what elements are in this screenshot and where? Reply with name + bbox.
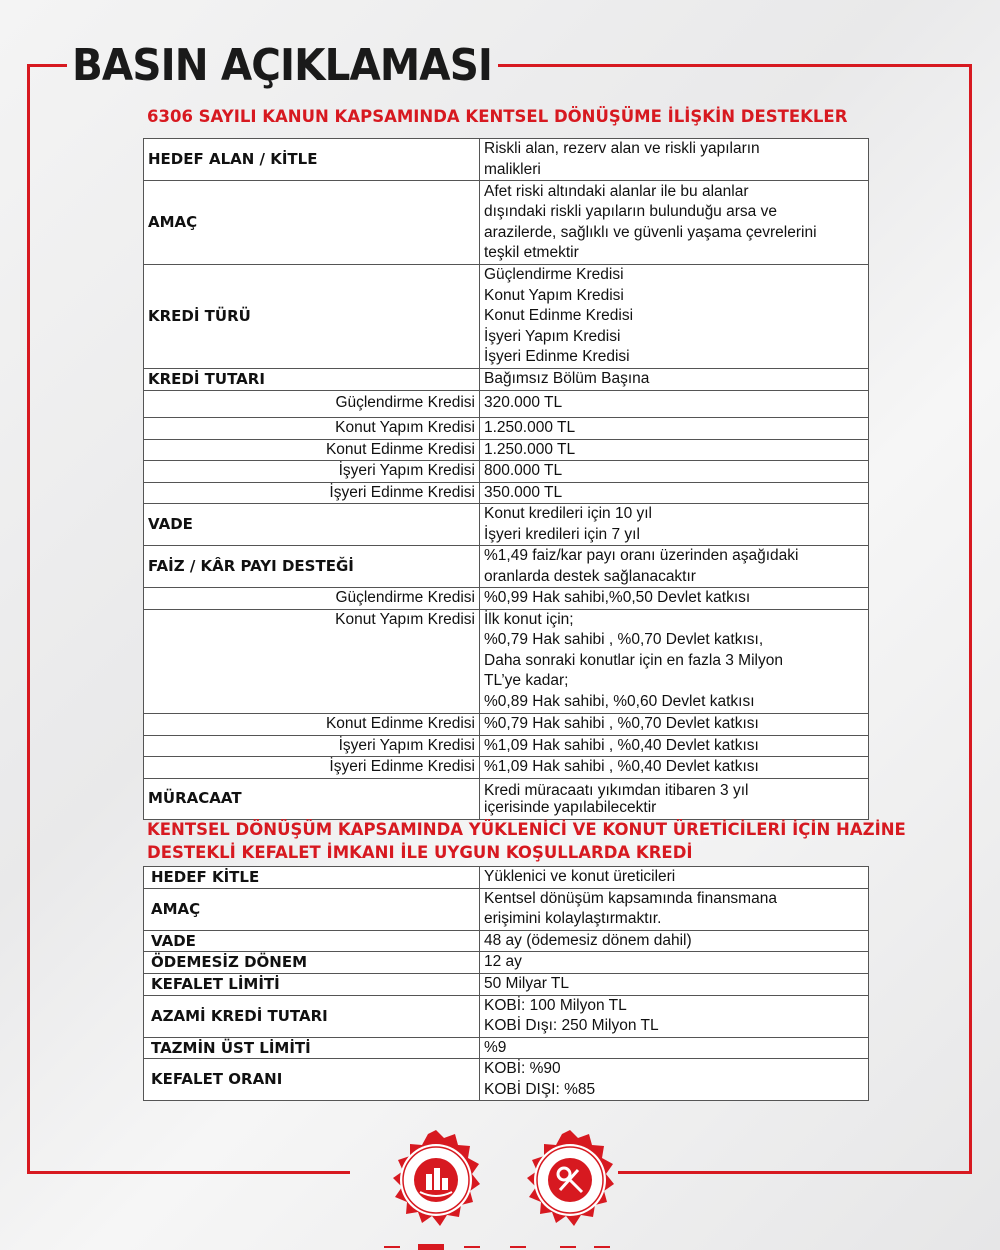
amount-row-label: İşyeri Yapım Kredisi (144, 461, 480, 483)
table-row (144, 735, 869, 757)
table-row (144, 588, 869, 610)
target-value: Riskli alan, rezerv alan ve riskli yapıların malikleri (480, 139, 869, 181)
interest-row-value: %1,09 Hak sahibi , %0,40 Devlet katkısı (480, 735, 869, 757)
max-credit-label: AZAMİ KREDİ TUTARI (144, 995, 480, 1037)
amount-row-label: Konut Edinme Kredisi (144, 439, 480, 461)
guarantee-rate-label: KEFALET ORANI (144, 1059, 480, 1101)
amount-row-value: 1.250.000 TL (480, 439, 869, 461)
amount-row-label: İşyeri Edinme Kredisi (144, 482, 480, 504)
contractor-credit-table (143, 866, 869, 1101)
purpose-value: Afet riski altındaki alanlar ile bu alanlar dışındaki riskli yapıların bulunduğu arsa ve arazilerde, sağlıklı ve güvenli yaşama çevrelerini teşkil etmektir (480, 181, 869, 265)
amount-row-value: 350.000 TL (480, 482, 869, 504)
table-row (144, 930, 869, 952)
guarantee-limit-value: 50 Milyar TL (480, 974, 869, 996)
table-row (144, 390, 869, 417)
ministry-emblem-icon (384, 1128, 622, 1232)
urban-transformation-support-table (143, 138, 869, 820)
term-value: 48 ay (ödemesiz dönem dahil) (480, 930, 869, 952)
table-row (144, 504, 869, 546)
amount-row-value: 1.250.000 TL (480, 417, 869, 439)
interest-row-label: Konut Yapım Kredisi (144, 609, 480, 713)
frame-line-bottom-right (618, 1171, 972, 1174)
guarantee-rate-value: KOBİ: %90 KOBİ DIŞI: %85 (480, 1059, 869, 1101)
frame-line-right (969, 64, 972, 1174)
term-value: Konut kredileri için 10 yıl İşyeri kredileri için 7 yıl (480, 504, 869, 546)
amount-row-value: 320.000 TL (480, 390, 869, 417)
table-row (144, 265, 869, 369)
bottom-decoration-strip (380, 1242, 620, 1250)
table-row (144, 995, 869, 1037)
table-row (144, 482, 869, 504)
target-label: HEDEF KİTLE (144, 867, 480, 889)
section1-title: 6306 SAYILI KANUN KAPSAMINDA KENTSEL DÖNÜŞÜME İLİŞKİN DESTEKLER (147, 107, 848, 126)
table-row (144, 546, 869, 588)
page-title: BASIN AÇIKLAMASI (72, 40, 493, 91)
max-credit-value: KOBİ: 100 Milyon TL KOBİ Dışı: 250 Milyon TL (480, 995, 869, 1037)
treasury-emblem-icon (527, 1130, 614, 1226)
frame-line-top-right (498, 64, 972, 67)
term-label: VADE (144, 930, 480, 952)
interest-row-label: İşyeri Edinme Kredisi (144, 757, 480, 779)
table-row (144, 181, 869, 265)
table-row (144, 369, 869, 391)
table-row (144, 439, 869, 461)
table-row (144, 609, 869, 713)
amount-row-label: Konut Yapım Kredisi (144, 417, 480, 439)
table-row (144, 139, 869, 181)
table-row (144, 757, 869, 779)
table-row (144, 1037, 869, 1059)
frame-line-bottom-left (27, 1171, 350, 1174)
table-row (144, 1059, 869, 1101)
term-label: VADE (144, 504, 480, 546)
credit-amount-value: Bağımsız Bölüm Başına (480, 369, 869, 391)
grace-label: ÖDEMESİZ DÖNEM (144, 952, 480, 974)
table-row (144, 713, 869, 735)
frame-line-left (27, 64, 30, 1174)
target-label: HEDEF ALAN / KİTLE (144, 139, 480, 181)
table-row (144, 417, 869, 439)
purpose-value: Kentsel dönüşüm kapsamında finansmana erişimini kolaylaştırmaktır. (480, 888, 869, 930)
interest-value: %1,49 faiz/kar payı oranı üzerinden aşağıdaki oranlarda destek sağlanacaktır (480, 546, 869, 588)
purpose-label: AMAÇ (144, 181, 480, 265)
amount-row-value: 800.000 TL (480, 461, 869, 483)
interest-row-value: %1,09 Hak sahibi , %0,40 Devlet katkısı (480, 757, 869, 779)
credit-amount-label: KREDİ TUTARI (144, 369, 480, 391)
ministry-logos (384, 1128, 622, 1232)
interest-row-label: İşyeri Yapım Kredisi (144, 735, 480, 757)
interest-row-label: Güçlendirme Kredisi (144, 588, 480, 610)
guarantee-limit-label: KEFALET LİMİTİ (144, 974, 480, 996)
frame-line-top-left (27, 64, 67, 67)
grace-value: 12 ay (480, 952, 869, 974)
credit-types-label: KREDİ TÜRÜ (144, 265, 480, 369)
application-label: MÜRACAAT (144, 778, 480, 819)
compensation-label: TAZMİN ÜST LİMİTİ (144, 1037, 480, 1059)
table-row (144, 974, 869, 996)
section2-title: KENTSEL DÖNÜŞÜM KAPSAMINDA YÜKLENİCİ VE KONUT ÜRETİCİLERİ İÇİN HAZİNE DESTEKLİ KEFALET İMKANI İLE UYGUN KOŞULLARDA KREDİ (147, 820, 906, 862)
interest-row-value: %0,99 Hak sahibi,%0,50 Devlet katkısı (480, 588, 869, 610)
interest-row-value: İlk konut için; %0,79 Hak sahibi , %0,70 Devlet katkısı, Daha sonraki konutlar için en fazla 3 Milyon TL’ye kadar; %0,89 Hak sahibi, %0,60 Devlet katkısı (480, 609, 869, 713)
credit-types-value: Güçlendirme Kredisi Konut Yapım Kredisi Konut Edinme Kredisi İşyeri Yapım Kredisi İşyeri Edinme Kredisi (480, 265, 869, 369)
interest-row-value: %0,79 Hak sahibi , %0,70 Devlet katkısı (480, 713, 869, 735)
purpose-label: AMAÇ (144, 888, 480, 930)
table-row (144, 867, 869, 889)
table-row (144, 461, 869, 483)
table-row (144, 778, 869, 819)
table-row (144, 952, 869, 974)
application-value: Kredi müracaatı yıkımdan itibaren 3 yıl içerisinde yapılabilecektir (480, 778, 869, 819)
interest-row-label: Konut Edinme Kredisi (144, 713, 480, 735)
amount-row-label: Güçlendirme Kredisi (144, 390, 480, 417)
target-value: Yüklenici ve konut üreticileri (480, 867, 869, 889)
compensation-value: %9 (480, 1037, 869, 1059)
interest-label: FAİZ / KÂR PAYI DESTEĞİ (144, 546, 480, 588)
table-row (144, 888, 869, 930)
